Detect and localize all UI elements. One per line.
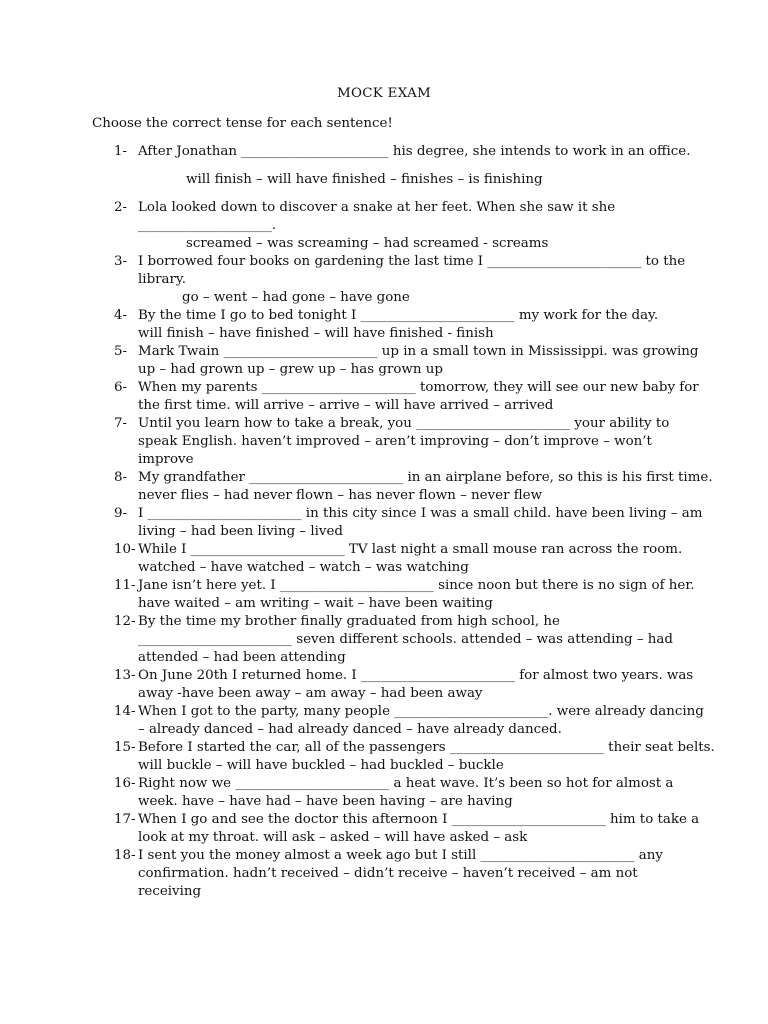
question-text-line: I _______________________ in this city since I was a small child. have been living – am — [138, 506, 703, 521]
question-text-line: week. have – have had – have been having – are having — [138, 794, 513, 809]
question-text-line: – already danced – had already danced – have already danced. — [138, 722, 562, 737]
answer-options: will finish – will have finished – finishes – is finishing — [186, 172, 543, 187]
question-text-line: have waited – am writing – wait – have been waiting — [138, 596, 493, 611]
question-text-line: attended – had been attending — [138, 650, 346, 665]
question-text-line: My grandfather _______________________ in an airplane before, so this is his first time. — [138, 470, 713, 485]
question-text-line: On June 20th I returned home. I _______________________ for almost two years. was — [138, 668, 694, 683]
question-text-line: library. — [138, 272, 186, 287]
question-text-line: never flies – had never flown – has never flown – never flew — [138, 488, 543, 503]
answer-options: screamed – was screaming – had screamed - screams — [186, 236, 549, 251]
question-text-line: When I go and see the doctor this afternoon I _______________________ him to take a — [138, 812, 700, 827]
question-number: 10- — [114, 542, 136, 557]
question-number: 6- — [114, 380, 128, 395]
question-text-line: will finish – have finished – will have finished - finish — [138, 326, 494, 341]
question-text-line: Lola looked down to discover a snake at her feet. When she saw it she — [138, 200, 616, 215]
question-text-line: Mark Twain _______________________ up in a small town in Mississippi. was growing — [138, 344, 699, 359]
question-text-line: While I _______________________ TV last night a small mouse ran across the room. — [138, 542, 683, 557]
question-number: 9- — [114, 506, 128, 521]
question-number: 12- — [114, 614, 136, 629]
question-number: 1- — [114, 144, 128, 159]
question-number: 3- — [114, 254, 128, 269]
question-text-line: Before I started the car, all of the passengers _______________________ their seat belts. — [138, 740, 715, 755]
question-number: 17- — [114, 812, 136, 827]
question-text-line: the first time. will arrive – arrive – will have arrived – arrived — [138, 398, 554, 413]
question-number: 15- — [114, 740, 136, 755]
question-text-line: improve — [138, 452, 194, 467]
question-number: 11- — [114, 578, 136, 593]
question-number: 2- — [114, 200, 128, 215]
question-text-line: speak English. haven’t improved – aren’t improving – don’t improve – won’t — [138, 434, 652, 449]
question-text-line: away -have been away – am away – had been away — [138, 686, 483, 701]
question-text-line: living – had been living – lived — [138, 524, 343, 539]
question-number: 7- — [114, 416, 128, 431]
question-number: 8- — [114, 470, 128, 485]
question-text-line: When I got to the party, many people _______________________. were already dancing — [138, 704, 704, 719]
question-number: 13- — [114, 668, 136, 683]
question-text-line: By the time I go to bed tonight I _______________________ my work for the day. — [138, 308, 659, 323]
question-text-line: I sent you the money almost a week ago but I still _______________________ any — [138, 848, 663, 863]
question-text-line: Right now we _______________________ a heat wave. It’s been so hot for almost a — [138, 776, 674, 791]
question-text-line: look at my throat. will ask – asked – will have asked – ask — [138, 830, 528, 845]
question-text-line: When my parents _______________________ tomorrow, they will see our new baby for — [138, 380, 699, 395]
question-text-line: ____________________. — [138, 218, 277, 233]
page-title: MOCK EXAM — [336, 86, 432, 101]
question-number: 5- — [114, 344, 128, 359]
question-text-line: will buckle – will have buckled – had buckled – buckle — [138, 758, 504, 773]
answer-options: go – went – had gone – have gone — [182, 290, 410, 305]
question-text-line: After Jonathan ______________________ his degree, she intends to work in an office. — [138, 144, 691, 159]
question-text-line: By the time my brother finally graduated from high school, he — [138, 614, 560, 629]
question-number: 18- — [114, 848, 136, 863]
question-text-line: confirmation. hadn’t received – didn’t receive – haven’t received – am not — [138, 866, 638, 881]
question-text-line: watched – have watched – watch – was watching — [138, 560, 469, 575]
question-text-line: up – had grown up – grew up – has grown up — [138, 362, 443, 377]
question-number: 16- — [114, 776, 136, 791]
question-text-line: receiving — [138, 884, 202, 899]
question-text-line: Jane isn’t here yet. I _______________________ since noon but there is no sign of her. — [138, 578, 695, 593]
instruction-text: Choose the correct tense for each sentence! — [92, 116, 393, 131]
question-text-line: Until you learn how to take a break, you _______________________ your ability to — [138, 416, 670, 431]
question-number: 4- — [114, 308, 128, 323]
question-number: 14- — [114, 704, 136, 719]
question-text-line: I borrowed four books on gardening the last time I _______________________ to the — [138, 254, 686, 269]
question-text-line: _______________________ seven different schools. attended – was attending – had — [138, 632, 673, 647]
